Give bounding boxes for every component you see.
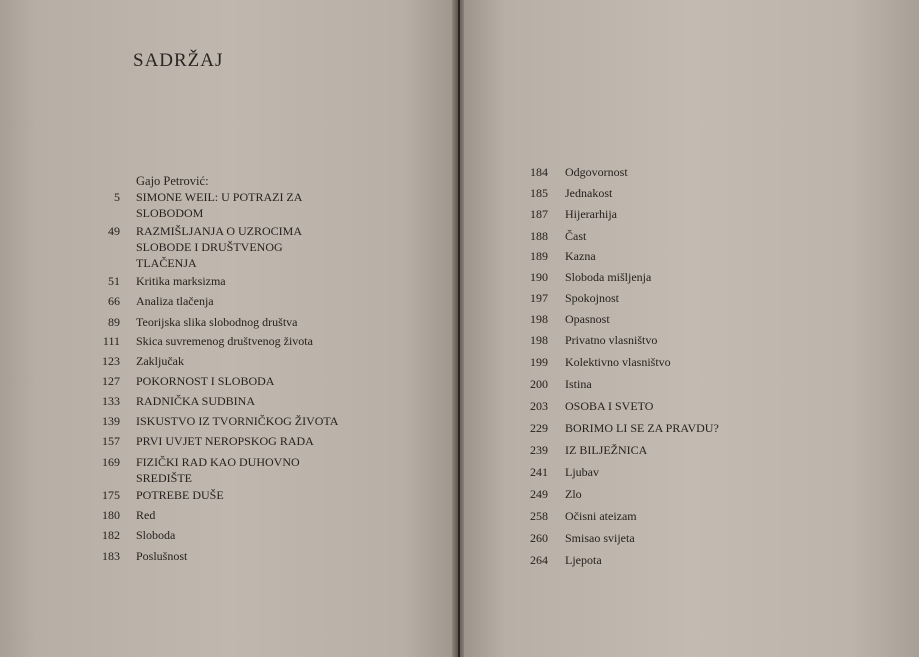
toc-page-number: 198 — [530, 333, 548, 347]
toc-page-number: 111 — [102, 334, 120, 348]
toc-entry-title: OSOBA I SVETO — [565, 399, 654, 413]
toc-entry-title: PRVI UVJET NEROPSKOG RADA — [136, 434, 314, 448]
toc-page-number: 66 — [108, 294, 120, 308]
toc-entry-title: SLOBODOM — [136, 206, 204, 220]
toc-page-number: 203 — [530, 399, 548, 413]
toc-page-number: 264 — [530, 553, 548, 567]
toc-entry-title: Zaključak — [136, 354, 184, 368]
toc-entry-title: Privatno vlasništvo — [565, 333, 658, 347]
toc-entry-title: BORIMO LI SE ZA PRAVDU? — [565, 421, 719, 435]
toc-page-number: 249 — [530, 487, 548, 501]
toc-entry-title: RAZMIŠLJANJA O UZROCIMA — [136, 224, 303, 238]
toc-entry-title: Analiza tlačenja — [136, 294, 214, 308]
toc-page-number: 123 — [102, 354, 120, 368]
toc-entry-title: Istina — [565, 377, 592, 391]
toc-page-number: 185 — [530, 186, 548, 200]
toc-entry-title: Ljubav — [565, 465, 599, 479]
toc-entry-title: SLOBODE I DRUŠTVENOG — [136, 240, 283, 254]
toc-entry-title: Odgovornost — [565, 165, 628, 179]
toc-page-number: 241 — [530, 465, 548, 479]
toc-page-number: 180 — [102, 508, 120, 522]
toc-entry-title: SREDIŠTE — [136, 471, 193, 485]
toc-page-number: 188 — [530, 229, 548, 243]
toc-entry-title: TLAČENJA — [136, 256, 197, 270]
toc-entry-title: Poslušnost — [136, 549, 188, 563]
toc-page-number: 127 — [102, 374, 120, 388]
toc-page-number: 89 — [108, 315, 120, 329]
toc-page-number: 197 — [530, 291, 548, 305]
toc-entry-title: Red — [136, 508, 156, 522]
page-title: SADRŽAJ — [133, 50, 224, 71]
toc-entry-title: Spokojnost — [565, 291, 620, 305]
toc-entry-title: RADNIČKA SUDBINA — [136, 394, 256, 408]
toc-entry-title: Smisao svijeta — [565, 531, 635, 545]
toc-page-number: 260 — [530, 531, 548, 545]
toc-page-number: 182 — [102, 528, 120, 542]
toc-page-number: 190 — [530, 270, 548, 284]
toc-page-number: 187 — [530, 207, 548, 221]
toc-entry-title: Teorijska slika slobodnog društva — [136, 315, 298, 329]
toc-entry-title: Sloboda mišljenja — [565, 270, 652, 284]
toc-page-number: 199 — [530, 355, 548, 369]
toc-entry-title: SIMONE WEIL: U POTRAZI ZA — [136, 190, 303, 204]
toc-entry-title: Očisni ateizam — [565, 509, 637, 523]
toc-entry-title: Skica suvremenog društvenog života — [136, 334, 313, 348]
toc-entry-title: Čast — [565, 229, 587, 243]
toc-entry-title: POKORNOST I SLOBODA — [136, 374, 275, 388]
toc-page-number: 184 — [530, 165, 548, 179]
toc-page-number: 5 — [114, 190, 120, 204]
toc-entry-title: Sloboda — [136, 528, 176, 542]
book-gutter — [452, 0, 464, 657]
toc-entry-title: IZ BILJEŽNICA — [565, 443, 648, 457]
toc-entry-title: FIZIČKI RAD KAO DUHOVNO — [136, 455, 300, 469]
toc-page-number: 239 — [530, 443, 548, 457]
toc-entry-title: Kritika marksizma — [136, 274, 226, 288]
toc-entry-title: Zlo — [565, 487, 582, 501]
toc-page-number: 200 — [530, 377, 548, 391]
toc-page-number: 133 — [102, 394, 120, 408]
toc-page-number: 258 — [530, 509, 548, 523]
toc-entry-title: POTREBE DUŠE — [136, 488, 224, 502]
toc-entry-title: Kolektivno vlasništvo — [565, 355, 671, 369]
toc-page-number: 198 — [530, 312, 548, 326]
toc-page-number: 49 — [108, 224, 120, 238]
author-line: Gajo Petrović: — [136, 174, 209, 188]
toc-entry-title: ISKUSTVO IZ TVORNIČKOG ŽIVOTA — [136, 414, 339, 428]
toc-page-number: 175 — [102, 488, 120, 502]
toc-page-number: 189 — [530, 249, 548, 263]
toc-page-number: 51 — [108, 274, 120, 288]
toc-page-number: 183 — [102, 549, 120, 563]
toc-page-number: 229 — [530, 421, 548, 435]
toc-page-number: 157 — [102, 434, 120, 448]
toc-entry-title: Kazna — [565, 249, 596, 263]
toc-entry-title: Hijerarhija — [565, 207, 617, 221]
toc-page-number: 169 — [102, 455, 120, 469]
toc-page-number: 139 — [102, 414, 120, 428]
toc-entry-title: Ljepota — [565, 553, 602, 567]
toc-entry-title: Jednakost — [565, 186, 613, 200]
toc-entry-title: Opasnost — [565, 312, 610, 326]
